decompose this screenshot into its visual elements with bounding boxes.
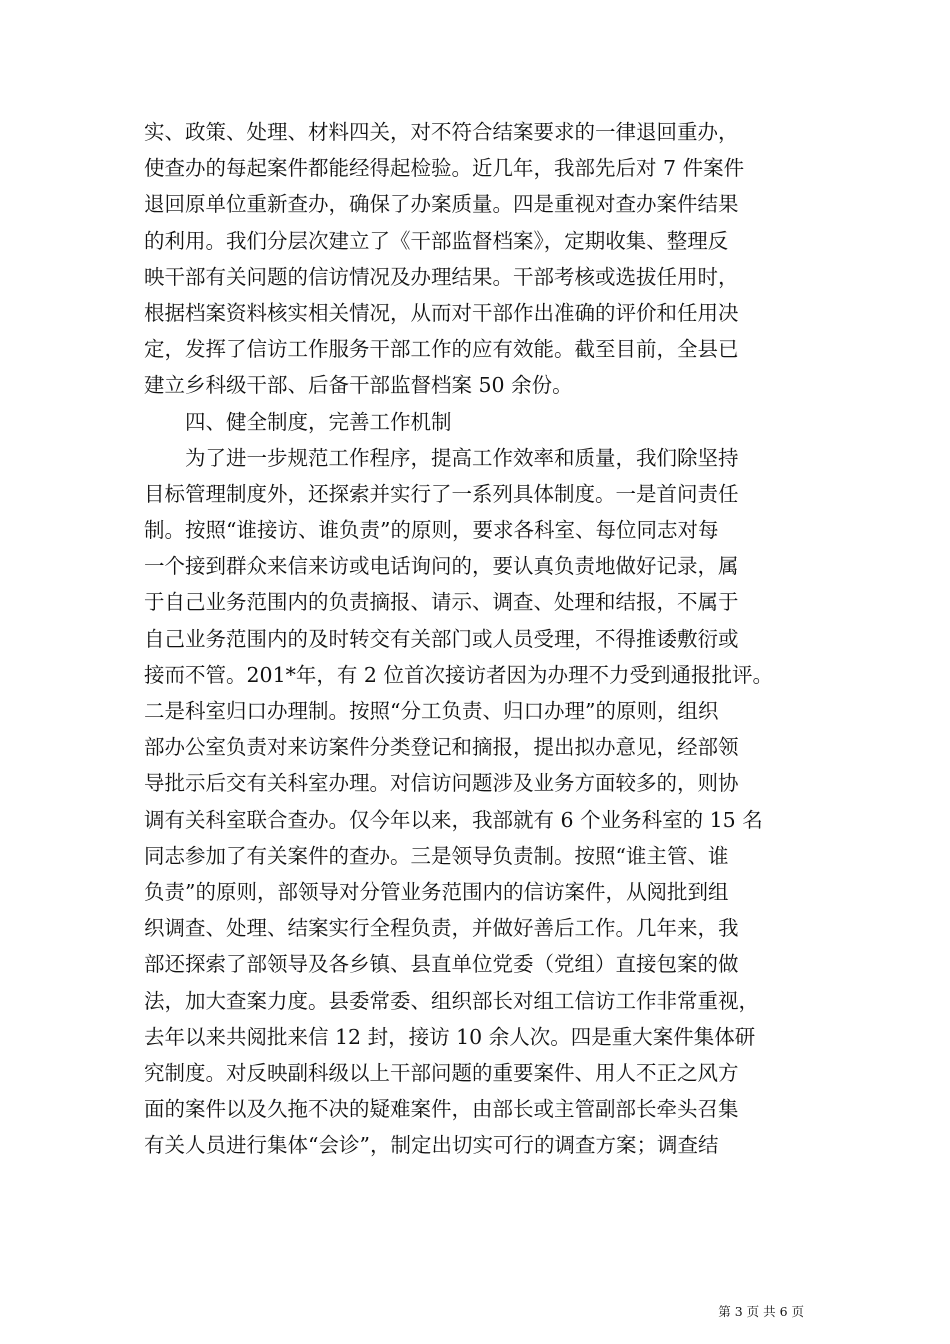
text-line: 部还探索了部领导及各乡镇、县直单位党委（党组）直接包案的做 (144, 952, 739, 977)
text-line: 为了进一步规范工作程序，提高工作效率和质量，我们除坚持 (144, 445, 739, 470)
text-line: 退回原单位重新查办，确保了办案质量。四是重视对查办案件结果 (144, 192, 739, 217)
text-line: 于自己业务范围内的负责摘报、请示、调查、处理和结报，不属于 (144, 590, 739, 615)
page-number: 第 3 页 共 6 页 (718, 1304, 804, 1319)
section-heading: 四、健全制度，完善工作机制 (144, 409, 452, 434)
text-line: 映干部有关问题的信访情况及办理结果。干部考核或选拔任用时， (144, 264, 739, 289)
text-line: 的利用。我们分层次建立了《干部监督档案》，定期收集、整理反 (144, 228, 729, 253)
text-line: 定，发挥了信访工作服务干部工作的应有效能。截至目前，全县已 (144, 337, 739, 362)
text-line: 一个接到群众来信来访或电话询问的，要认真负责地做好记录，属 (144, 554, 739, 579)
text-line: 调有关科室联合查办。仅今年以来，我部就有 6 个业务科室的 15 名 (144, 807, 763, 832)
text-line: 二是科室归口办理制。按照“分工负责、归口办理”的原则，组织 (144, 699, 719, 723)
text-line: 同志参加了有关案件的查办。三是领导负责制。按照“谁主管、谁 (144, 843, 729, 868)
text-line: 法，加大查案力度。县委常委、组织部长对组工信访工作非常重视， (144, 988, 759, 1013)
text-line: 实、政策、处理、材料四关，对不符合结案要求的一律退回重办， (144, 120, 739, 144)
text-line: 负责”的原则，部领导对分管业务范围内的信访案件，从阅批到组 (144, 879, 729, 904)
text-line: 接而不管。201*年，有 2 位首次接访者因为办理不力受到通报批评。 (144, 662, 773, 687)
text-line: 目标管理制度外，还探索并实行了一系列具体制度。一是首问责任 (144, 481, 739, 506)
text-line: 究制度。对反映副科级以上干部问题的重要案件、用人不正之风方 (144, 1060, 739, 1085)
text-line: 制。按照“谁接访、谁负责”的原则，要求各科室、每位同志对每 (144, 518, 719, 543)
text-line: 部办公室负责对来访案件分类登记和摘报，提出拟办意见，经部领 (144, 735, 739, 760)
text-line: 织调查、处理、结案实行全程负责，并做好善后工作。几年来，我 (144, 916, 739, 941)
text-line: 有关人员进行集体“会诊”，制定出切实可行的调查方案；调查结 (144, 1133, 719, 1158)
text-line: 建立乡科级干部、后备干部监督档案 50 余份。 (144, 373, 573, 398)
body-text (144, 114, 812, 1163)
text-line: 使查办的每起案件都能经得起检验。近几年，我部先后对 7 件案件 (144, 156, 745, 181)
text-line: 自己业务范围内的及时转交有关部门或人员受理，不得推诿敷衍或 (144, 626, 739, 651)
text-line: 根据档案资料核实相关情况，从而对干部作出准确的评价和任用决 (144, 300, 739, 325)
text-line: 去年以来共阅批来信 12 封，接访 10 余人次。四是重大案件集体研 (144, 1024, 756, 1049)
text-line: 导批示后交有关科室办理。对信访问题涉及业务方面较多的，则协 (144, 771, 739, 796)
text-line: 面的案件以及久拖不决的疑难案件，由部长或主管副部长牵头召集 (144, 1097, 739, 1122)
